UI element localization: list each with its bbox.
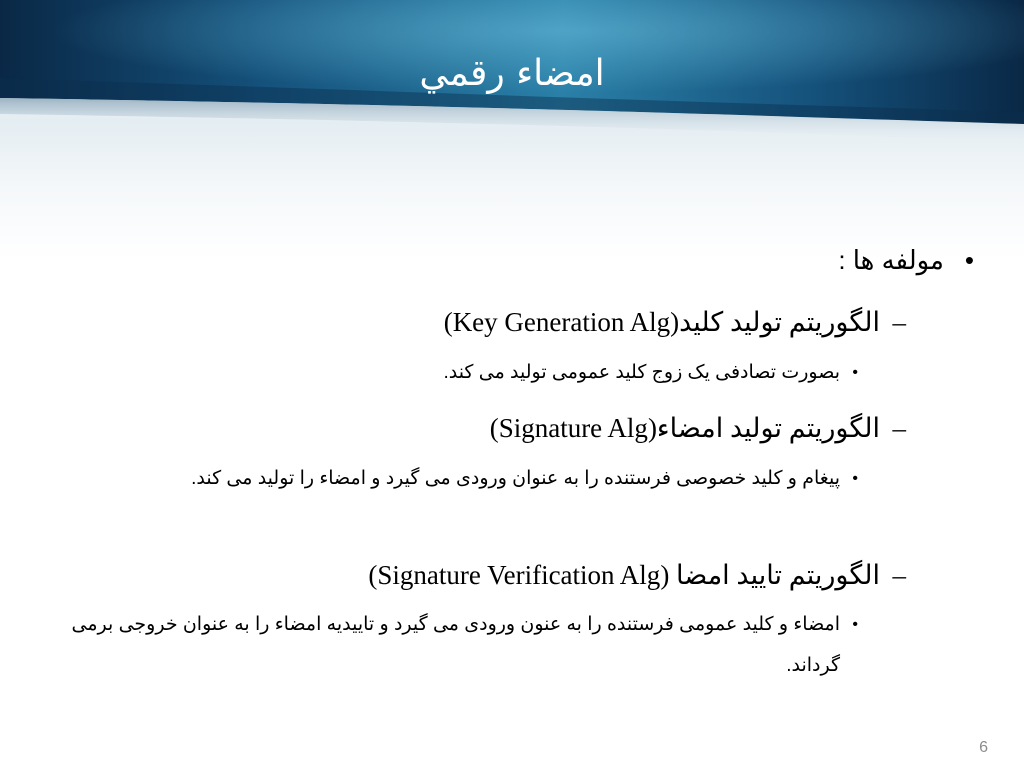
detail-text: پیغام و کلید خصوصی فرستنده را به عنوان ورودی می گیرد و امضاء را تولید می کند. [191, 468, 840, 489]
dash-marker: – [892, 413, 906, 443]
dash-marker: – [892, 560, 906, 590]
dash-marker: – [892, 307, 906, 337]
subitem-signature [490, 408, 906, 448]
subitem-key-generation [444, 302, 906, 342]
detail-text: بصورت تصادفی یک زوج کلید عمومی تولید می کند. [443, 362, 840, 383]
detail-signature [60, 458, 858, 499]
bullet-text: مولفه ها : [838, 245, 944, 275]
detail-key-generation [60, 352, 858, 393]
bullet-marker: • [852, 470, 858, 487]
subitem-text: الگوریتم تولید امضاء(Signature Alg) [489, 413, 880, 443]
bullet-marker: • [964, 245, 974, 275]
subitem-signature-verification [368, 555, 906, 595]
subitem-text: الگوریتم تایید امضا (Signature Verification Alg) [368, 560, 880, 590]
bullet-marker: • [852, 616, 858, 633]
detail-signature-verification [60, 604, 858, 686]
slide-title: امضاء رقمي [419, 53, 605, 94]
page-number: 6 [979, 739, 988, 756]
bullet-components [838, 240, 974, 280]
bullet-marker: • [852, 364, 858, 381]
detail-text: امضاء و کلید عمومی فرستنده را به عنون ورودی می گیرد و تاییدیه امضاء را به عنوان خروجی برمی گرداند. [71, 614, 840, 676]
subitem-text: الگوریتم تولید کلید(Key Generation Alg) [443, 307, 880, 337]
